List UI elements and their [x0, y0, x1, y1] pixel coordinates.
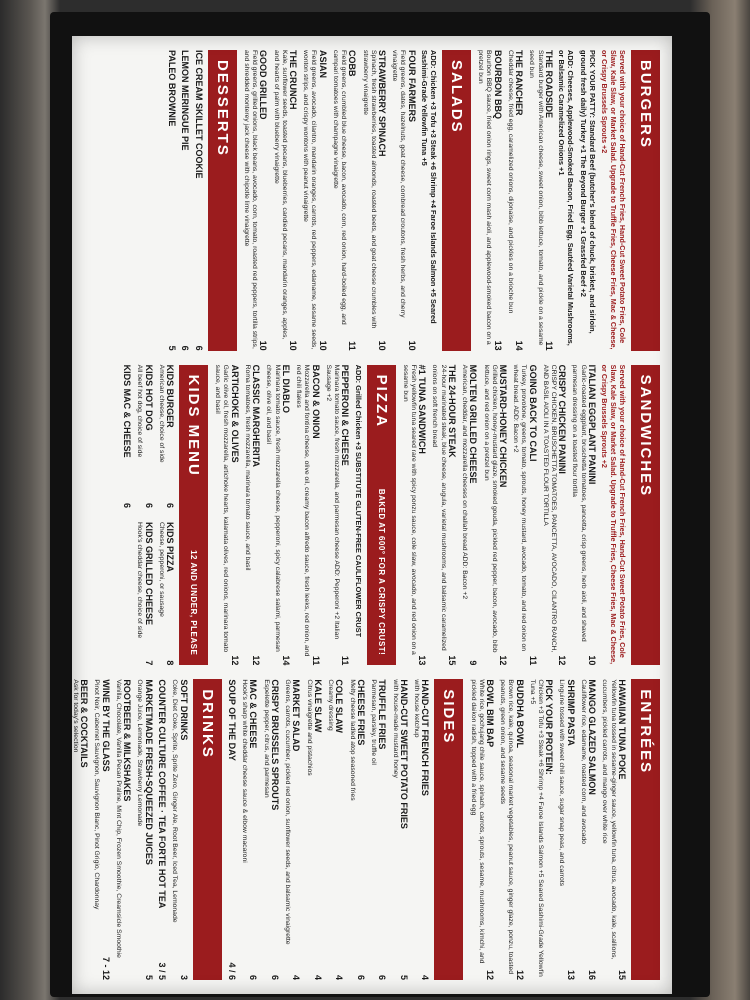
menu-item: [570, 365, 597, 666]
pizza-addons: ADD: Grilled Chicken +3 SUBSTITUTE GLUTEN-FREE CAULIFLOWER CRUST: [353, 364, 363, 638]
item-name: TRUFFLE FRIES: [377, 679, 388, 750]
item-description: Cheese, pepperoni, or sausage: [157, 522, 165, 617]
menu-item: [271, 50, 298, 351]
item-description: Linguine tossed with sweet chili sauce, sugar snap peas, and carrots: [558, 679, 566, 887]
item-price: 10: [587, 655, 597, 666]
item-description: Citrus vinaigrette and pistachios: [305, 679, 313, 776]
burgers-addons: ADD: Cheeses, Applewood-Smoked Bacon, Fried Egg, Sautéed Varietal Mushrooms, or Balsamic Caramelized Onions +1: [557, 50, 576, 346]
item-description: Garlic-roasted eggplant, bruschetta tomatoes, pancetta, crisp greens, herb aioli, and shaved parmesan dressing on a toasted flour tortilla: [571, 364, 587, 642]
item-price: 5: [167, 345, 178, 351]
item-description: Mozzarella and fontina cheese, olive oil, creamy bacon alfredo sauce, fresh leeks, red onion, and red chili flakes: [295, 364, 311, 657]
item-description: American, cheddar, and mozzarella cheeses on challah bread ADD: Bacon +2: [461, 364, 469, 600]
menu-item: [541, 365, 568, 666]
menu-item: [528, 679, 555, 980]
item-price: 10: [406, 340, 417, 351]
menu-item: [294, 365, 321, 666]
item-name: MUSTARD-HONEY CHICKEN: [498, 364, 509, 488]
item-name: PEPPERONI & CHEESE: [340, 364, 351, 466]
item-price: 12: [229, 655, 240, 666]
item-price: 11: [527, 655, 538, 666]
item-description: Cauliflower rice, edamame, roasted corn, and avocado: [580, 679, 587, 845]
item-name: KIDS HOT DOG: [143, 364, 154, 431]
item-price: 13: [492, 340, 503, 351]
menu-item: [283, 679, 302, 980]
menu-board: [72, 36, 672, 994]
menu-item: [72, 679, 89, 980]
salads-list: [239, 50, 417, 351]
item-description: Marinara tomato sauce, fresh mozzarella cheese, pepperoni, spicy calabrese salami, parmesan cheese, olive oil, and basil: [265, 364, 281, 652]
menu-item: [468, 679, 495, 980]
item-description: Field greens, avocado, cilantro, mandarin oranges, carrots, red peppers, edamame, sesame seeds, wonton strips, and crispy wontons with peanut vinaigrette: [302, 50, 318, 350]
burgers-list: [473, 50, 554, 351]
item-price: 13: [417, 655, 428, 666]
item-price: 12: [557, 655, 568, 666]
item-price: 10: [317, 340, 328, 351]
item-price: 11: [544, 341, 554, 351]
menu-item: [360, 50, 387, 351]
item-description: Hook's sharp white cheddar cheese sauce & elbow macaroni: [241, 679, 249, 863]
pizza-note: BAKED AT 600° FOR A CRISPY CRUST!: [376, 488, 386, 656]
item-description: Melty cheese ladled atop seasoned fries: [348, 679, 356, 801]
sandwiches-header: SANDWICHES: [631, 365, 660, 666]
item-description: Greens, carrots, cucumber, pickled red onion, sunflower seeds, and balsamic vinaigrette: [284, 679, 292, 945]
item-price: 4: [420, 975, 431, 981]
item-name: SOFT DRINKS: [178, 679, 189, 741]
menu-item: [511, 365, 538, 666]
menu-item: [135, 679, 154, 980]
menu-item: [242, 50, 269, 351]
item-name: HAND-CUT SWEET POTATO FRIES: [398, 679, 409, 829]
item-name: ASIAN: [317, 50, 328, 79]
item-description: Chicken +3 Tofu +3 Steak +6 Shrimp +4 Faroe Islands Salmon +5 Seared Sashimi-Grade Yellowfin Tuna +5: [528, 679, 544, 977]
item-name: BOURBON BBQ: [492, 50, 503, 119]
menu-item: [213, 365, 240, 666]
kids-menu-list: [119, 365, 175, 666]
item-description: Brown rice, kale, quinoa, seasonal market vegetables, peanut sauce, ginger glaze, ponzu, toasted peanuts, green onion, and sesame seeds: [499, 679, 515, 975]
item-name: THE ROADSIDE: [544, 50, 554, 119]
menu-item: [506, 50, 525, 351]
menu-column-3: [72, 679, 662, 981]
drinks-header: DRINKS: [193, 679, 222, 980]
drinks-list: [72, 679, 189, 980]
item-name: HAWAIIAN TUNA POKE: [617, 679, 627, 780]
item-price: 6: [122, 502, 133, 508]
item-price: 12: [485, 970, 496, 981]
menu-item: [264, 365, 291, 666]
item-price: 14: [514, 340, 525, 351]
item-name: #1 TUNA SANDWICH: [417, 364, 428, 454]
menu-item: [122, 365, 132, 508]
item-name: CRISPY CHICKEN PANINI: [557, 364, 568, 474]
item-description: Grilled chicken, honey-mustard glaze, smoked gouda, pickled red pepper, bacon, avocado, bibb lettuce, and red onion on a pretzel bun: [482, 364, 498, 653]
item-description: Bourbon BBQ sauce, fried onion rings, sweet corn mash aioli, and applewood-smoked bacon on a pretzel bun: [477, 50, 493, 345]
item-price: 7 - 12: [100, 957, 111, 981]
item-description: Pinot Noir, Cabernet Sauvignon, Sauvignon Blanc, Pinot Grigio, Chardonnay: [93, 679, 101, 910]
menu-item: [481, 365, 508, 666]
sandwiches-intro: Served with your choice of Hand-Cut French Fries, Hand-Cut Sweet Potato Fries, Cole Slaw, Kale Slaw, or Market Salad. Upgrade to Truffle Fries, Cheese Fries, Mac & Cheese, or Crispy Brussels Sprouts +2: [600, 364, 627, 665]
menu-item: [157, 679, 167, 980]
item-name: MANGO GLAZED SALMON: [587, 679, 598, 795]
item-name: MARKET SALAD: [291, 679, 302, 752]
item-name: MAC & CHEESE: [248, 679, 259, 749]
item-name: PICK YOUR PROTEIN:: [544, 679, 555, 775]
sandwiches-list: [398, 365, 597, 666]
item-price: 3: [178, 975, 189, 981]
item-price: 4: [291, 975, 302, 981]
salads-addons: ADD: Chicken +3 Tofu +3 Steak +6 Shrimp +4 Faroe Islands Salmon +5 Seared Sashimi-Grade Yellowfin Tuna +5: [419, 50, 439, 324]
item-name: HAND-CUT FRENCH FRIES: [420, 679, 431, 796]
item-name: COBB: [347, 50, 358, 77]
item-price: 13: [565, 970, 576, 981]
item-price: 6: [143, 502, 154, 508]
item-description: with house-made mustard honey: [391, 679, 399, 778]
item-name: KIDS PIZZA: [165, 522, 176, 573]
item-description: Coke, Diet Coke, Sprite, Sprite Zero, Ginger Ale, Root Beer, Iced Tea, Lemonade: [171, 679, 179, 923]
menu-item: [412, 679, 431, 980]
item-price: 8: [165, 660, 176, 666]
item-description: Orange Juice, Lemonade, Strawberry Lemonade: [136, 679, 144, 827]
item-price: 11: [340, 655, 351, 666]
menu-item: [430, 365, 457, 666]
item-price: 16: [587, 970, 598, 981]
item-description: Yellowfin tuna tossed in sesame-ginger sauce, yellowfin tuna, citrus, avocado, kale, scallions, cucumbers, pickled carrots, and mango over white rice: [601, 679, 617, 960]
menu-item: [326, 679, 345, 980]
menu-item: [157, 365, 176, 508]
item-price: 6: [248, 975, 259, 981]
menu-display-screen: [72, 36, 672, 994]
menu-item: [401, 365, 428, 666]
item-name: BUDDHA BOWL: [514, 679, 525, 748]
item-name: CHEESE FRIES: [355, 679, 366, 746]
desserts-header: DESSERTS: [208, 50, 237, 351]
item-price: 15: [446, 655, 457, 666]
item-price: 10: [288, 340, 299, 351]
item-name: CRISPY BRUSSELS SPROUTS: [269, 679, 280, 811]
menu-item: [135, 522, 154, 665]
item-price: 3 / 5: [157, 962, 168, 981]
menu-item: [170, 679, 189, 980]
menu-item: [135, 365, 154, 508]
item-price: 6: [355, 975, 366, 981]
menu-column-2: [80, 365, 662, 666]
item-price: 12: [514, 970, 525, 981]
burgers-pick-patty: PICK YOUR PATTY: Standard Beef (butcher's blend of chuck, brisket, and sirloin, ground fresh daily) Turkey +1 The Beyond Burger +1 Grassfed Beef +2: [578, 50, 597, 334]
item-description: White rice, gochujang chile sauce, spinach, carrots, sprouts, sesame, mushrooms, kimchi, and pickled daikon radish, topped with a fried egg: [469, 679, 485, 964]
item-name: CLASSIC MARGHERITA: [251, 364, 262, 468]
item-description: Hook's cheddar cheese, choice of side: [136, 522, 144, 639]
menu-item: [261, 679, 280, 980]
item-description: All beef hot dog, choice of side: [136, 364, 144, 458]
entrees-header: ENTRÉES: [631, 679, 660, 980]
item-price: 10: [377, 340, 388, 351]
item-description: Garlic olive oil, fresh mozzarella, artichoke hearts, kalamata olives, red onions, marinara tomato sauce, and basil: [214, 364, 230, 653]
menu-item: [390, 50, 417, 351]
menu-item: [347, 679, 366, 980]
item-price: 4: [312, 975, 323, 981]
item-price: 6: [269, 975, 280, 981]
item-description: 24-hour marinated steak, blue cheese, arugula, varietal mushrooms, and balsamic caramelized onions on soft french bread: [431, 364, 447, 651]
menu-item: [243, 365, 262, 666]
item-description: Marinara tomato sauce, fresh mozzarella, and parmesan cheese ADD: Pepperoni +2 Italian Sausage +2: [324, 364, 340, 640]
item-name: BACON & ONION: [310, 364, 321, 439]
item-price: 9: [468, 660, 479, 666]
desserts-list: [164, 50, 204, 351]
menu-item: [498, 679, 525, 980]
item-name: BEER & COCKTAILS: [79, 679, 90, 768]
item-description: Fresh yellowfin tuna seared rare with spicy ponzu sauce, cole slaw, avocado, and red onion on a sesame bun: [401, 364, 417, 655]
item-description: Espelette pepper, citrus, and parmesan: [262, 679, 270, 798]
menu-item: [157, 522, 176, 665]
menu-item: [324, 365, 351, 666]
item-description: Creamy dressing: [327, 679, 335, 731]
burgers-header: BURGERS: [631, 50, 660, 351]
menu-item: [600, 679, 627, 980]
sides-header: SIDES: [434, 679, 463, 980]
kids-menu-header: KIDS MENU 12 AND UNDER, PLEASE: [179, 365, 208, 666]
item-name: KALE SLAW: [312, 679, 323, 733]
item-description: Cheddar cheese, fried egg, caramelized onions, dijonaise, and pickles on a brioche bun: [507, 50, 514, 314]
item-name: COUNTER CULTURE COFFEE · TEA FORTE HOT TEA: [157, 679, 168, 909]
burgers-intro: Served with your choice of Hand-Cut French Fries, Hand-Cut Sweet Potato Fries, Cole Slaw, Kale Slaw, or Market Salad. Upgrade to Truffle Fries, Cheese Fries, Mac & Cheese, or Crispy Brussels Sprouts +2: [600, 50, 627, 350]
item-name: SHRIMP PASTA: [565, 679, 576, 746]
item-name: KIDS BURGER: [165, 364, 176, 428]
item-price: 11: [310, 655, 321, 666]
item-description: Roma tomatoes, fresh mozzarella, marinara tomato sauce, and basil: [244, 364, 251, 571]
item-name: PALEO BROWNIE: [167, 50, 178, 127]
item-name: ROOTBEER & MILKSHAKES: [122, 679, 133, 802]
item-price: 6: [165, 502, 176, 508]
item-description: American cheese, choice of side: [157, 364, 165, 463]
item-price: 10: [258, 340, 269, 351]
menu-item: [476, 50, 503, 351]
item-name: LEMON MERINGUE PIE: [180, 50, 191, 151]
item-description: CRISPY CHICKEN, BRUSCHETTA TOMATOES, PANCETTA, AVOCADO, CILANTRO RANCH, AND BASIL AIOLI IN A TOASTED FLOUR TORTILLA: [541, 364, 557, 653]
item-name: BOWL BIM BAP: [485, 679, 496, 748]
item-description: Field greens, dates, hazelnuts, goat cheese, cornbread croutons, fresh herbs, and cherry vinaigrette: [391, 50, 407, 318]
menu-item: [227, 679, 237, 980]
item-price: 5: [398, 975, 409, 981]
menu-item: [180, 50, 190, 351]
item-description: Standard burger with American cheese, sweet onion, bibb lettuce, tomato, and pickle on a sesame seed bun: [528, 50, 544, 346]
menu-item: [301, 50, 328, 351]
item-name: KIDS MAC & CHEESE: [122, 364, 133, 458]
menu-item: [167, 50, 177, 351]
menu-item: [390, 679, 409, 980]
menu-item: [114, 679, 133, 980]
item-description: Turkey, provolone, greens, tomato, sprouts, honey mustard, avocado, tomato, and red onion on wheat bread. ADD: Bacon +2: [512, 364, 528, 652]
entrees-list: [465, 679, 627, 980]
item-description: with house ketchup: [413, 679, 421, 738]
item-price: 7: [143, 660, 154, 666]
item-name: ICE CREAM SKILLET COOKIE: [193, 50, 204, 179]
item-name: FOUR FARMERS: [406, 50, 417, 122]
pizza-header: PIZZA BAKED AT 600° FOR A CRISPY CRUST!: [367, 365, 396, 666]
item-name: EL DIABLO: [281, 364, 291, 414]
item-price: 6: [193, 345, 204, 351]
menu-item: [304, 679, 323, 980]
item-price: 12: [251, 655, 262, 666]
menu-item: [193, 50, 203, 351]
salads-header: SALADS: [442, 50, 471, 351]
item-price: 14: [281, 655, 291, 666]
item-name: MOLTEN GRILLED CHEESE: [468, 364, 479, 484]
item-price: 6: [180, 345, 191, 351]
menu-item: [527, 50, 554, 351]
sides-list: [224, 679, 431, 980]
item-price: 15: [617, 970, 627, 981]
item-description: Parmesan, parsley, truffle oil: [370, 679, 378, 765]
item-name: MARKETMADE FRESH-SQUEEZED JUICES: [143, 679, 154, 865]
menu-item: [579, 679, 598, 980]
menu-column-1: [80, 50, 662, 351]
item-name: THE 24-HOUR STEAK: [446, 364, 457, 458]
menu-item: [557, 679, 576, 980]
item-description: Spinach, fresh strawberries, toasted almonds, roasted beets, and goat cheese crumbles with strawberry vinaigrette: [361, 50, 377, 329]
item-name: ITALIAN EGGPLANT PANINI: [587, 364, 597, 485]
item-name: COLE SLAW: [334, 679, 345, 733]
item-price: 4 / 6: [226, 962, 237, 981]
menu-item: [92, 679, 111, 980]
item-name: THE RANCHER: [514, 50, 525, 116]
item-description: Vanilla, Chocolate, Vanilla Pecan Praline, Mint Chip, Frozen Smoothie, Creamsicle Smoothie: [114, 679, 122, 958]
menu-item: [369, 679, 388, 980]
item-name: GOING BACK TO CALI: [527, 364, 538, 462]
pizza-list: [210, 365, 350, 666]
item-name: GOOD GRILLED: [258, 50, 269, 120]
item-name: ARTICHOKE & OLIVES: [229, 364, 240, 463]
item-price: 4: [334, 975, 345, 981]
kids-menu-note: 12 AND UNDER, PLEASE: [189, 550, 199, 656]
item-name: THE CRUNCH: [288, 50, 299, 110]
menu-item: [240, 679, 259, 980]
item-description: Ask for today's selection: [72, 679, 79, 753]
item-name: KIDS GRILLED CHEESE: [143, 522, 154, 626]
item-name: WINE BY THE GLASS: [100, 679, 111, 772]
item-price: 6: [377, 975, 388, 981]
item-description: Field greens, crumbled blue cheese, bacon, avocado, corn, red onion, hard-boiled egg, and campari tomatoes with champagne vinaigrette: [331, 50, 348, 325]
item-name: STRAWBERRY SPINACH: [377, 50, 388, 157]
item-description: Field greens, grilled onions, black beans, avocado, corn, tomato, roasted red peppers, tortilla strips, and shredded monterey jack cheese with chipotle lime vinaigrette: [242, 50, 259, 349]
item-price: 5: [143, 975, 154, 981]
menu-item: [331, 50, 358, 351]
item-description: Kale, sunflower seeds, toasted pecans, blueberries, candied pecans, mandarin oranges, apples, and hearts of palm with blueberry vinaigrette: [272, 50, 288, 340]
item-price: 11: [347, 341, 358, 351]
item-price: 12: [498, 655, 509, 666]
menu-item: [460, 365, 479, 666]
item-name: SOUP OF THE DAY: [226, 679, 237, 761]
